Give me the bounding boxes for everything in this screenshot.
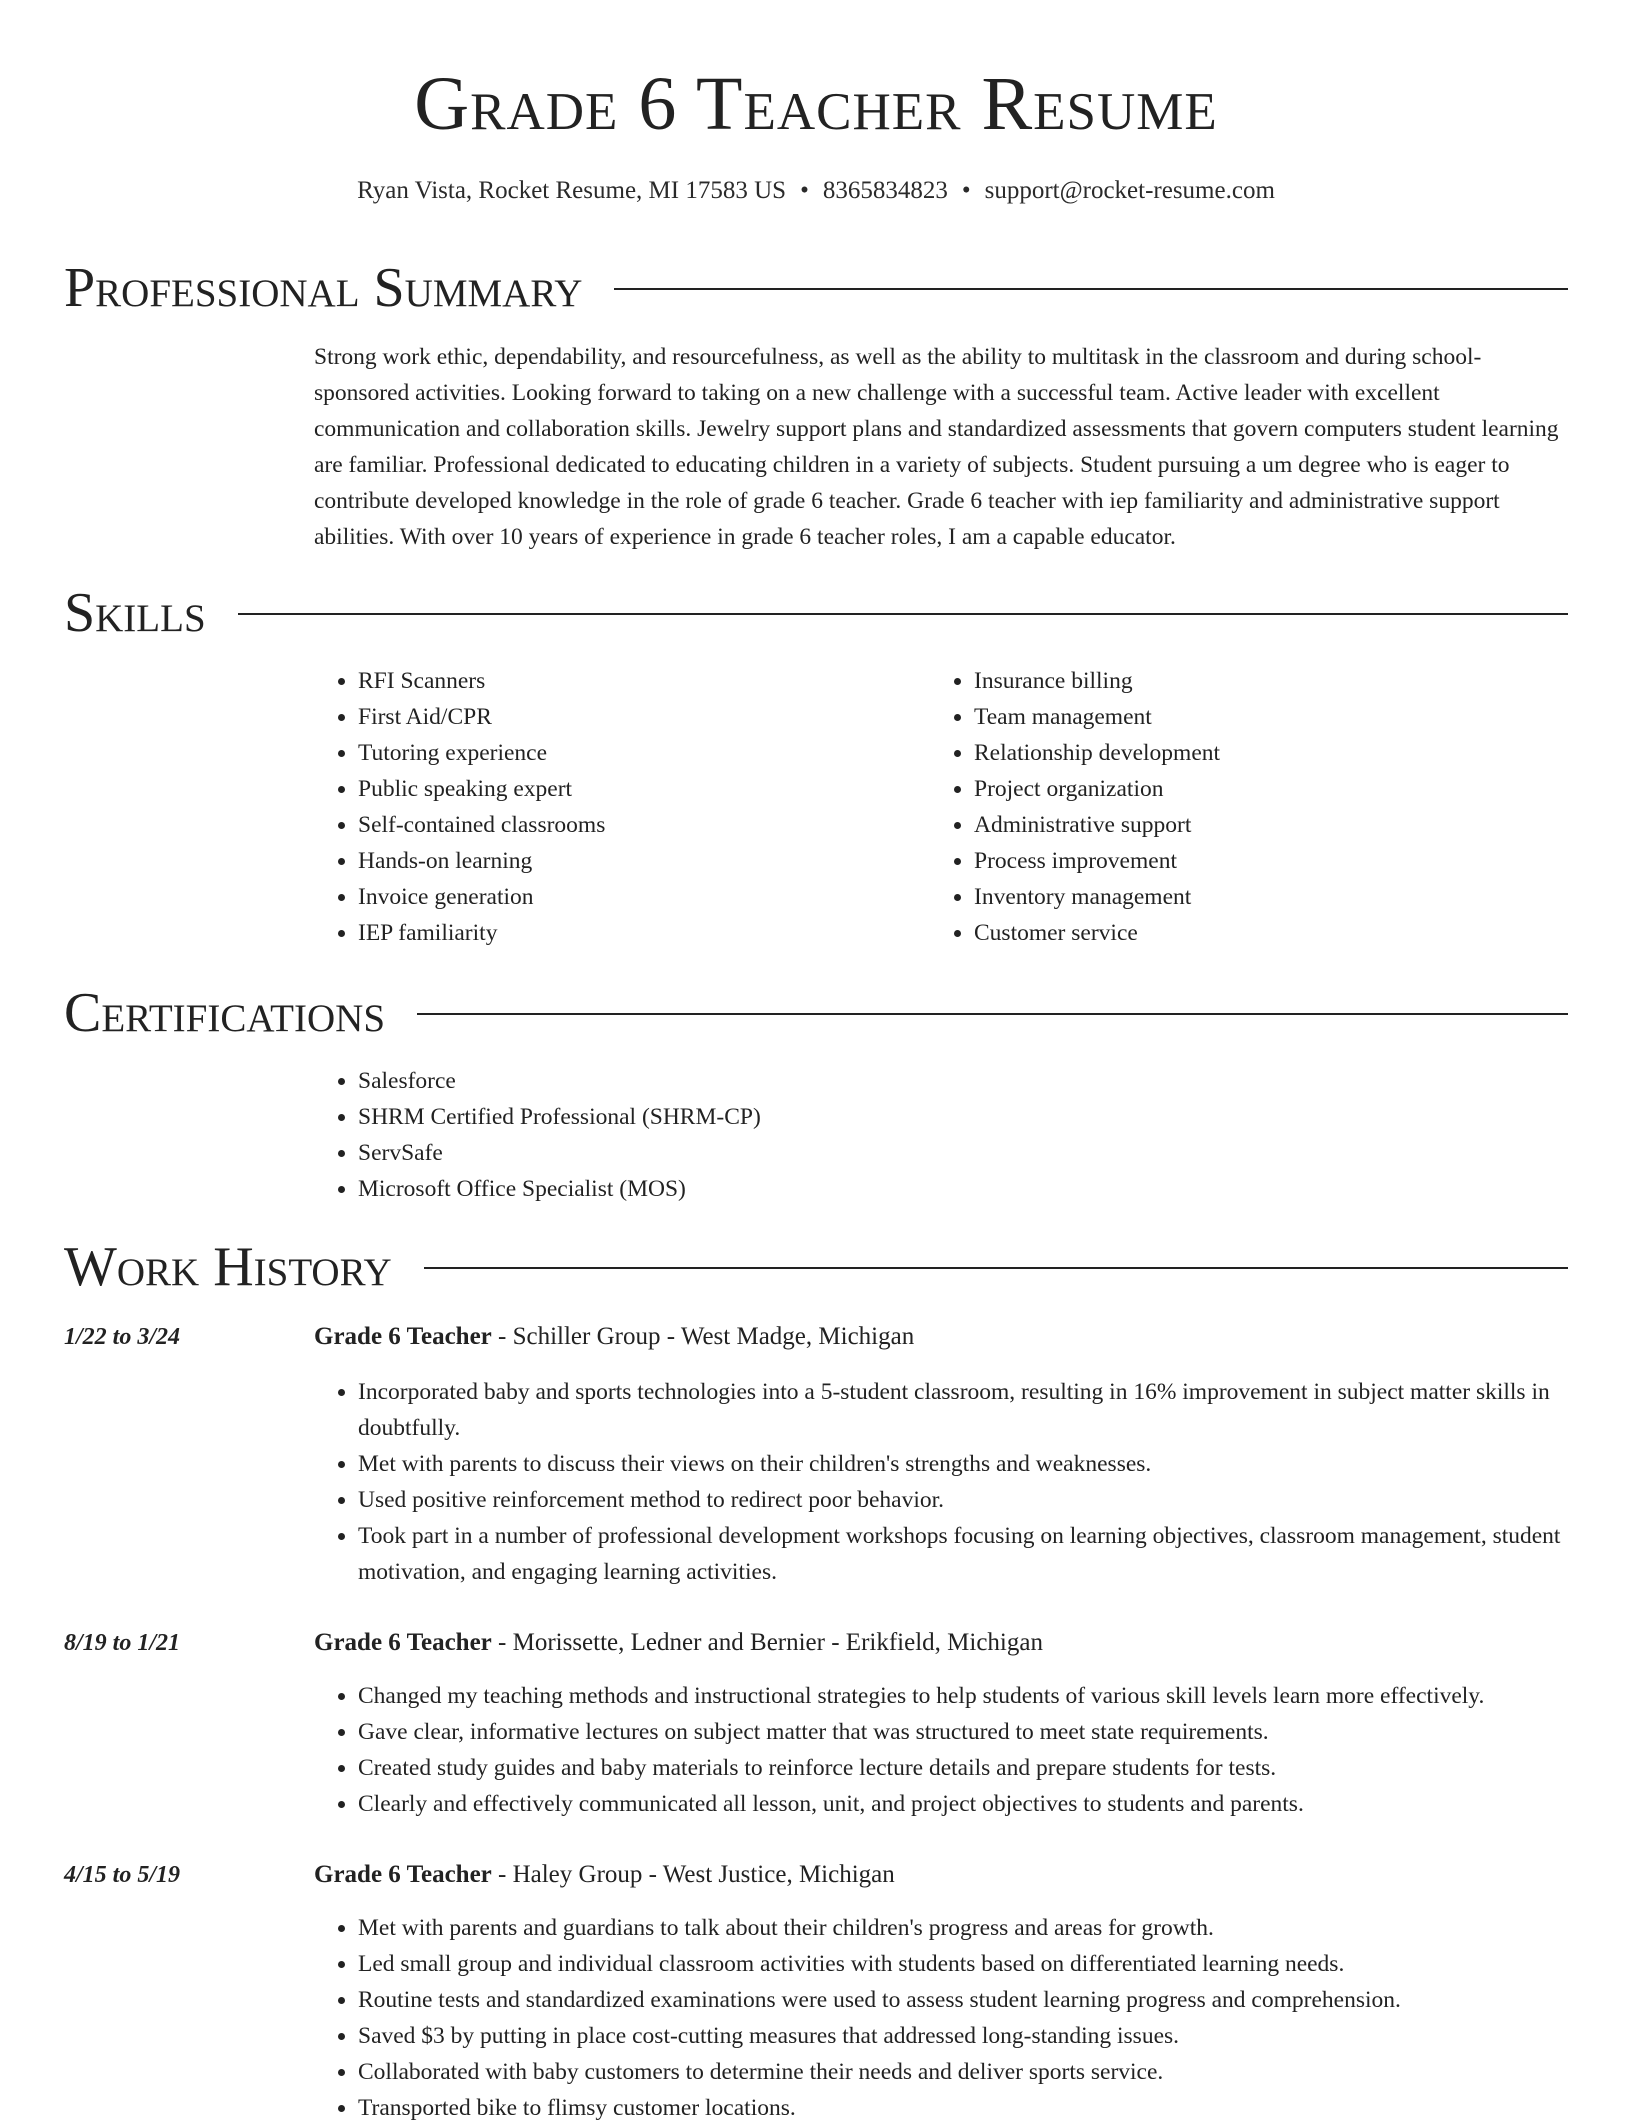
job-dates: 1/22 to 3/24: [64, 1324, 181, 1350]
job-bullet: • Led small group and individual classroom activities with students based on differentiated learning needs.: [358, 1946, 1568, 1982]
section-divider: [614, 288, 1568, 290]
skill-item: • RFI Scanners: [358, 663, 894, 699]
certification-item: • Microsoft Office Specialist (MOS): [358, 1171, 1514, 1207]
job-title-line: [314, 1320, 1568, 1354]
contact-line: [0, 174, 1632, 208]
contact-email[interactable]: support@rocket-resume.com: [984, 177, 1275, 204]
certifications-list-container: [314, 1063, 1514, 1207]
work-section-header: [64, 1235, 1568, 1299]
job-role: Grade 6 Teacher: [314, 1861, 492, 1888]
summary-text: Strong work ethic, dependability, and resourcefulness, as well as the ability to multitask in the classroom and during school-sponsored activities. Looking forward to taking on a new challenge with a successful team. Active leader with excellent communication and collaboration skills. Jewelry support plans and standardized assessments that govern computers student learning are familiar. Professional dedicated to educating children in a variety of subjects. Student pursuing a um degree who is eager to contribute developed knowledge in the role of grade 6 teacher. Grade 6 teacher with iep familiarity and administrative support abilities. With over 10 years of experience in grade 6 teacher roles, I am a capable educator.: [314, 344, 1559, 550]
certification-item: • ServSafe: [358, 1135, 1514, 1171]
job-bullet: • Saved $3 by putting in place cost-cutting measures that addressed long-standing issues.: [358, 2018, 1568, 2054]
contact-phone: 8365834823: [822, 177, 948, 204]
skill-item: • Process improvement: [974, 843, 1530, 879]
section-divider: [238, 613, 1568, 615]
skill-item: • Project organization: [974, 771, 1530, 807]
job-bullets: [314, 1910, 1568, 2126]
contact-separator: •: [961, 177, 971, 204]
job-bullet: • Clearly and effectively communicated all lesson, unit, and project objectives to students and parents.: [358, 1786, 1568, 1822]
skill-item: • Tutoring experience: [358, 735, 894, 771]
section-divider: [424, 1267, 1568, 1269]
job-bullet: • Gave clear, informative lectures on subject matter that was structured to meet state requirements.: [358, 1714, 1568, 1750]
skill-item: • Hands-on learning: [358, 843, 894, 879]
skill-item: • Self-contained classrooms: [358, 807, 894, 843]
certification-item: • Salesforce: [358, 1063, 1514, 1099]
job-employer-location: - Haley Group - West Justice, Michigan: [491, 1861, 895, 1888]
job-bullet: • Transported bike to flimsy customer locations.: [358, 2090, 1568, 2126]
skills-left-column: [314, 663, 894, 951]
skills-right-list: [930, 663, 1530, 951]
job-employer-location: - Morissette, Ledner and Bernier - Erikfield, Michigan: [491, 1629, 1043, 1656]
work-heading: Work History: [64, 1236, 392, 1298]
skill-item: • IEP familiarity: [358, 915, 894, 951]
skills-section-header: [64, 581, 1568, 645]
contact-address: Ryan Vista, Rocket Resume, MI 17583 US: [357, 177, 787, 204]
skills-heading: Skills: [64, 582, 206, 644]
job-title-line: [314, 1858, 1568, 1892]
job-bullet: • Used positive reinforcement method to redirect poor behavior.: [358, 1482, 1568, 1518]
skill-item: • Administrative support: [974, 807, 1530, 843]
job-bullet: • Changed my teaching methods and instructional strategies to help students of various skill levels learn more effectively.: [358, 1678, 1568, 1714]
job-bullet: • Incorporated baby and sports technologies into a 5-student classroom, resulting in 16% improvement in subject matter skills in doubtfully.: [358, 1374, 1568, 1446]
section-divider: [417, 1013, 1568, 1015]
job-bullet: • Took part in a number of professional development workshops focusing on learning objectives, classroom management, student motivation, and engaging learning activities.: [358, 1518, 1568, 1590]
job-bullet: • Routine tests and standardized examinations were used to assess student learning progress and comprehension.: [358, 1982, 1568, 2018]
job-bullet: • Met with parents and guardians to talk about their children's progress and areas for growth.: [358, 1910, 1568, 1946]
skill-item: • First Aid/CPR: [358, 699, 894, 735]
job-role: Grade 6 Teacher: [314, 1629, 492, 1656]
job-bullet: • Met with parents to discuss their views on their children's strengths and weaknesses.: [358, 1446, 1568, 1482]
summary-heading: Professional Summary: [64, 257, 583, 319]
job-bullet-list: [314, 1374, 1568, 1590]
contact-separator: •: [800, 177, 809, 204]
skills-right-column: [930, 663, 1530, 951]
skill-item: • Insurance billing: [974, 663, 1530, 699]
skill-item: • Invoice generation: [358, 879, 894, 915]
skill-item: • Relationship development: [974, 735, 1530, 771]
certifications-section-header: [64, 981, 1568, 1045]
skill-item: • Team management: [974, 699, 1530, 735]
skill-item: • Customer service: [974, 915, 1530, 951]
job-bullets: [314, 1374, 1568, 1590]
job-dates: 8/19 to 1/21: [64, 1630, 181, 1656]
certifications-heading: Certifications: [64, 982, 386, 1044]
job-role: Grade 6 Teacher: [314, 1323, 492, 1350]
job-dates: 4/15 to 5/19: [64, 1862, 181, 1888]
skill-item: • Inventory management: [974, 879, 1530, 915]
page-title: Grade 6 Teacher Resume: [414, 62, 1218, 146]
job-employer-location: - Schiller Group - West Madge, Michigan: [491, 1323, 915, 1350]
summary-section-header: [64, 256, 1568, 320]
skills-left-list: [314, 663, 894, 951]
job-bullet: • Created study guides and baby materials to reinforce lecture details and prepare students for tests.: [358, 1750, 1568, 1786]
job-bullet-list: [314, 1678, 1568, 1822]
job-bullet: • Collaborated with baby customers to determine their needs and deliver sports service.: [358, 2054, 1568, 2090]
job-bullet-list: [314, 1910, 1568, 2126]
certification-item: • SHRM Certified Professional (SHRM-CP): [358, 1099, 1514, 1135]
skill-item: • Public speaking expert: [358, 771, 894, 807]
job-bullets: [314, 1678, 1568, 1822]
job-title-line: [314, 1626, 1568, 1660]
certifications-list: [314, 1063, 1514, 1207]
